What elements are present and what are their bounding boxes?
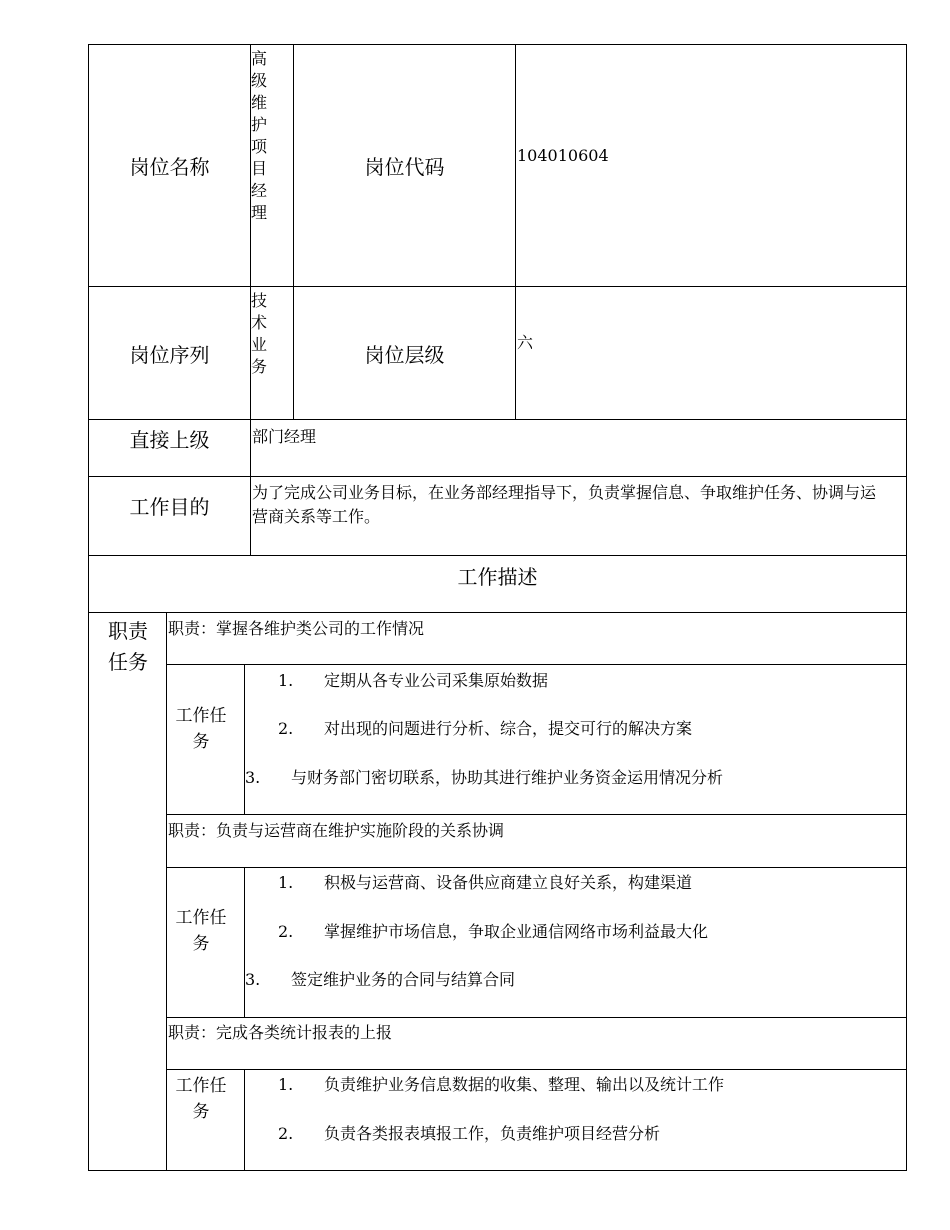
post-name-value: 高级维护项目经理 xyxy=(251,49,268,222)
column-divider xyxy=(244,867,245,1018)
row-divider xyxy=(166,867,907,868)
column-divider xyxy=(244,664,245,815)
row-divider xyxy=(166,1069,907,1070)
duty-2-task-1: 1. 积极与运营商、设备供应商建立良好关系，构建渠道 xyxy=(278,873,693,892)
column-divider xyxy=(515,44,516,420)
post-code-label: 岗位代码 xyxy=(364,155,445,179)
table-border-right xyxy=(906,44,907,1171)
duty-3-task-2: 2. 负责各类报表填报工作，负责维护项目经营分析 xyxy=(278,1124,661,1143)
post-level-label: 岗位层级 xyxy=(364,342,445,367)
duty-3-title: 职责：完成各类统计报表的上报 xyxy=(168,1023,393,1042)
duty-2-task-3: 3. 签定维护业务的合同与结算合同 xyxy=(245,970,516,989)
row-divider xyxy=(166,1017,907,1018)
duty-2-title: 职责：负责与运营商在维护实施阶段的关系协调 xyxy=(168,821,505,840)
post-series-value: 技术业务 xyxy=(251,291,268,376)
supervisor-value: 部门经理 xyxy=(252,427,317,446)
column-divider xyxy=(244,1069,245,1171)
duty-2-task-2: 2. 掌握维护市场信息，争取企业通信网络市场利益最大化 xyxy=(278,922,709,941)
duty-2-task-label: 工作任务 xyxy=(175,908,227,954)
duty-1-task-1: 1. 定期从各专业公司采集原始数据 xyxy=(278,671,549,690)
row-divider xyxy=(166,814,907,815)
post-name-label: 岗位名称 xyxy=(129,155,210,179)
column-divider xyxy=(166,612,167,1171)
duty-section-label: 职责任务 xyxy=(108,619,148,674)
duty-1-title: 职责：掌握各维护类公司的工作情况 xyxy=(168,619,425,638)
duty-3-task-label: 工作任务 xyxy=(175,1076,227,1122)
post-level-value: 六 xyxy=(517,333,534,352)
purpose-label: 工作目的 xyxy=(129,494,210,519)
supervisor-label: 直接上级 xyxy=(129,427,210,452)
duty-1-task-2: 2. 对出现的问题进行分析、综合，提交可行的解决方案 xyxy=(278,719,693,738)
purpose-value: 为了完成公司业务目标，在业务部经理指导下，负责掌握信息、争取维护任务、协调与运营商关系等工作。 xyxy=(252,483,877,526)
table-border-bottom xyxy=(88,1170,907,1171)
post-series-label: 岗位序列 xyxy=(129,342,210,367)
duty-1-task-3: 3. 与财务部门密切联系，协助其进行维护业务资金运用情况分析 xyxy=(245,768,724,787)
row-divider xyxy=(166,664,907,665)
duty-3-task-1: 1. 负责维护业务信息数据的收集、整理、输出以及统计工作 xyxy=(278,1075,725,1094)
post-code-value: 104010604 xyxy=(517,146,609,165)
row-divider xyxy=(88,612,907,613)
duty-1-task-label: 工作任务 xyxy=(175,706,227,752)
description-header: 工作描述 xyxy=(457,564,538,589)
